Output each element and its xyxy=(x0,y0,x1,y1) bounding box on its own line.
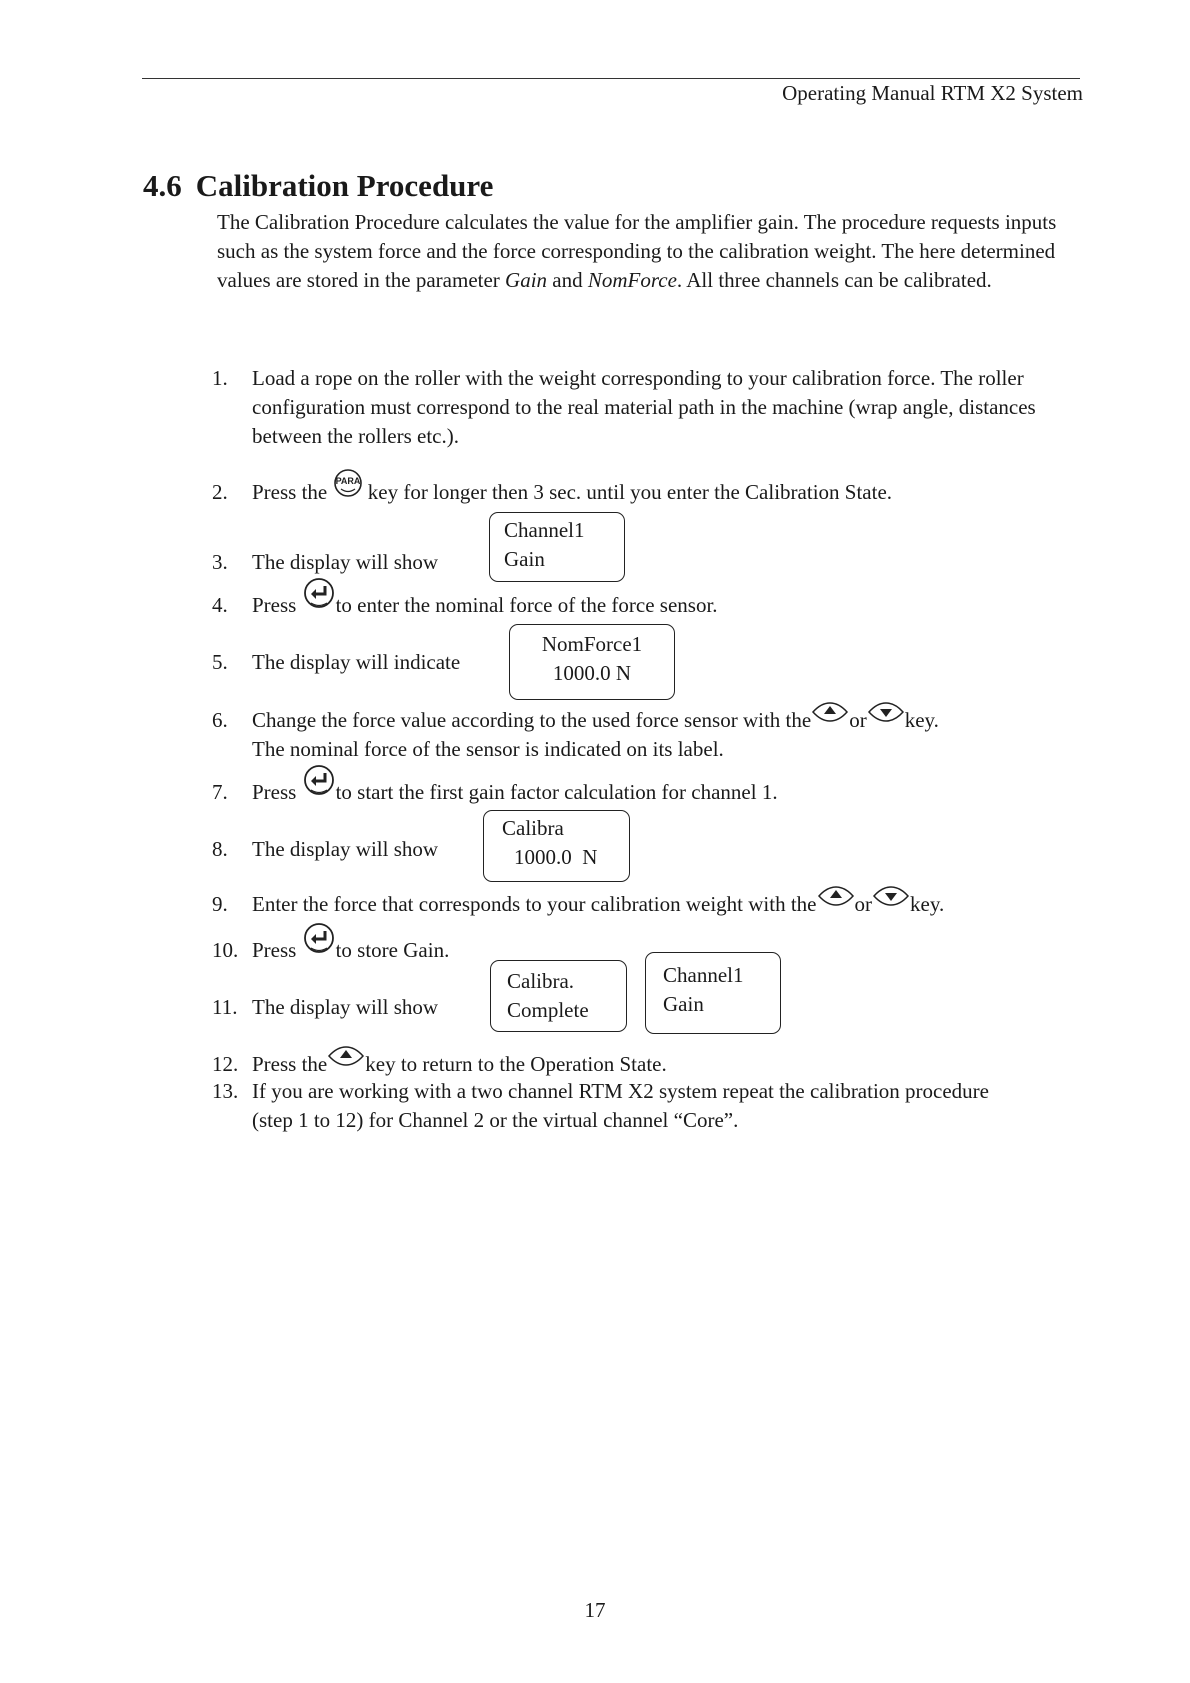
section-heading xyxy=(143,168,493,204)
up-arrow-key-icon xyxy=(811,701,849,731)
param-gain: Gain xyxy=(505,268,548,292)
lcd-line-1: Channel1 xyxy=(663,963,744,987)
step-text-after: to enter the nominal force of the force sensor. xyxy=(335,593,718,617)
step-text: If you are working with a two channel RTM X2 system repeat the calibration procedure (step 1 to 12) for Channel 2 or the virtual channel “Core”. xyxy=(252,1079,989,1132)
step-text-before: Change the force value according to the used force sensor with the xyxy=(252,708,812,732)
lcd-line-2: Gain xyxy=(504,547,545,571)
section-title: Calibration Procedure xyxy=(195,168,494,203)
enter-key-icon xyxy=(302,764,336,806)
step-text xyxy=(252,890,944,919)
page-header: Operating Manual RTM X2 System xyxy=(782,81,1083,105)
lcd-display-channel1-gain xyxy=(489,512,625,582)
step-text-before: Press xyxy=(252,780,302,804)
step-text-after: key to return to the Operation State. xyxy=(365,1052,667,1076)
step-text xyxy=(252,1050,667,1079)
lcd-line-2: Gain xyxy=(663,992,704,1016)
intro-text: The Calibration Procedure calculates the value for the amplifier gain. The procedure requests inputs such as the system force and the force corresponding to the calibration weight. The here determined values are stored in the parameter xyxy=(217,210,1057,292)
step-text-before: Press xyxy=(252,938,302,962)
step-text: Load a rope on the roller with the weight corresponding to your calibration force. The roller configuration must correspond to the real material path in the machine (wrap angle, distances between the rollers etc.). xyxy=(252,366,1036,448)
step-number: 11. xyxy=(212,995,238,1019)
enter-key-icon xyxy=(302,577,336,619)
lcd-display-calibra-complete xyxy=(490,960,627,1032)
step-text: The display will indicate xyxy=(252,650,461,674)
page-number: 17 xyxy=(584,1598,606,1622)
step-number: 12. xyxy=(212,1052,239,1076)
step-text-before: Enter the force that corresponds to your calibration weight with the xyxy=(252,892,817,916)
step-text-before: Press xyxy=(252,593,302,617)
intro-paragraph xyxy=(217,208,1087,295)
step-text-before: Press the xyxy=(252,1052,328,1076)
step-number: 3. xyxy=(212,550,228,574)
svg-text:PARA: PARA xyxy=(335,476,360,487)
step-text-after: key for longer then 3 sec. until you enter the Calibration State. xyxy=(362,480,893,504)
step-number: 7. xyxy=(212,780,228,804)
step-text-before: Press the xyxy=(252,480,333,504)
step-text-after: to start the first gain factor calculation for channel 1. xyxy=(335,780,778,804)
param-nomforce: NomForce xyxy=(587,268,677,292)
section-number: 4.6 xyxy=(143,168,182,203)
step-text: The nominal force of the sensor is indicated on its label. xyxy=(252,737,724,761)
step-text-after: to store Gain. xyxy=(335,938,450,962)
lcd-line-1: Calibra. xyxy=(507,969,575,993)
lcd-display-calibra xyxy=(483,810,630,882)
step-number: 13. xyxy=(212,1079,239,1103)
step-number: 9. xyxy=(212,892,228,916)
step-text: The display will show xyxy=(252,550,439,574)
up-arrow-key-icon xyxy=(817,885,855,915)
lcd-line-2: 1000.0 N xyxy=(552,661,632,685)
step-number: 2. xyxy=(212,480,228,504)
lcd-display-channel1-gain-final xyxy=(645,952,781,1034)
step-number: 10. xyxy=(212,938,239,962)
step-number: 1. xyxy=(212,366,228,390)
step-number: 4. xyxy=(212,593,228,617)
header-rule xyxy=(142,78,1080,79)
para-key-icon xyxy=(333,468,363,506)
step-number: 8. xyxy=(212,837,228,861)
step-text xyxy=(252,706,939,735)
enter-key-icon xyxy=(302,922,336,964)
step-text: The display will show xyxy=(252,995,439,1019)
step-text xyxy=(252,778,778,807)
lcd-display-nomforce xyxy=(509,624,675,700)
lcd-line-1: Channel1 xyxy=(504,518,585,542)
step-text xyxy=(252,478,892,507)
down-arrow-key-icon xyxy=(867,701,905,731)
lcd-line-1: Calibra xyxy=(502,816,564,840)
step-text-or: or xyxy=(849,708,867,732)
lcd-line-2: 1000.0 N xyxy=(514,845,598,869)
step-text: The display will show xyxy=(252,837,439,861)
step-text-or: or xyxy=(854,892,872,916)
up-arrow-key-icon xyxy=(327,1045,365,1075)
lcd-line-1: NomForce1 xyxy=(541,632,643,656)
intro-text-end: . All three channels can be calibrated. xyxy=(676,268,992,292)
intro-text-and: and xyxy=(547,268,588,292)
step-text-after: key. xyxy=(910,892,945,916)
step-text xyxy=(252,591,718,620)
step-number: 5. xyxy=(212,650,228,674)
lcd-line-2: Complete xyxy=(507,998,589,1022)
step-text-after: key. xyxy=(904,708,939,732)
step-text xyxy=(252,936,449,965)
step-number: 6. xyxy=(212,708,228,732)
down-arrow-key-icon xyxy=(872,885,910,915)
